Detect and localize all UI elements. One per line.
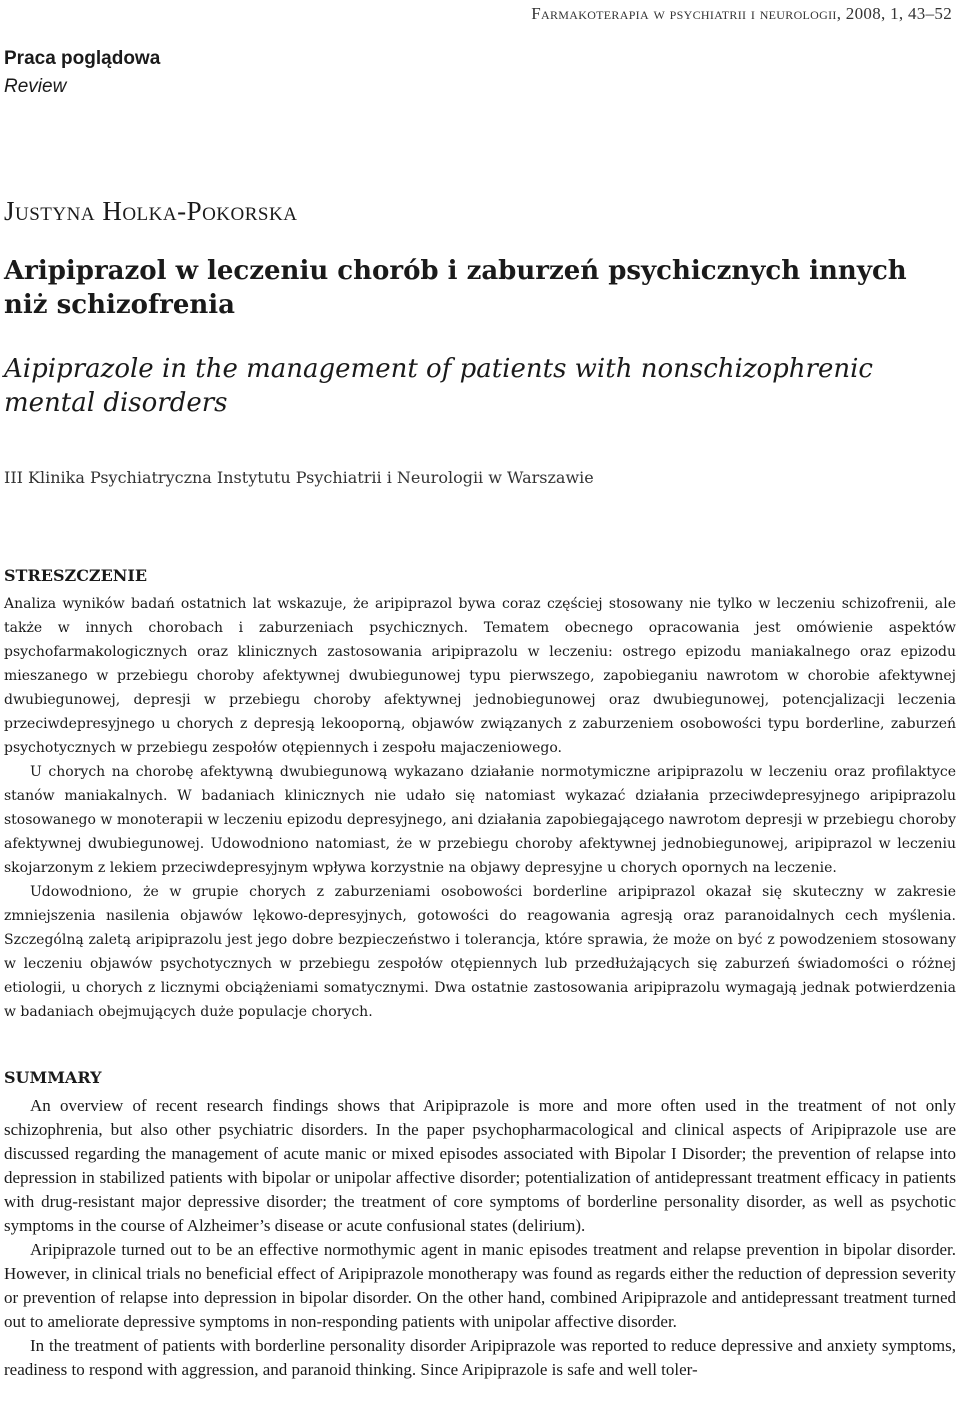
summary-paragraph: In the treatment of patients with borderline personality disorder Aripiprazole was reported to reduce depressive and anxiety symptoms, readiness to respond with aggression, and paranoid thinking. Since Aripiprazole is safe and well toler- <box>4 1336 956 1379</box>
journal-citation: Farmakoterapia w psychiatrii i neurologii, 2008, 1, 43–52 <box>531 4 952 23</box>
summary-paragraph: Aripiprazole turned out to be an effective normothymic agent in manic episodes treatment and relapse prevention in bipolar disorder. However, in clinical trials no beneficial effect of Aripiprazole monotherapy was found as regards either the reduction of depression severity or prevention of relapse into depression in bipolar disorder. On the other hand, combined Aripiprazole and antidepressant treatment turned out to ameliorate depressive symptoms in non-responding patients with unipolar affective disorder. <box>4 1240 956 1331</box>
article-title-en: Aipiprazole in the management of patients with nonschizophrenic mental disorders <box>4 354 873 418</box>
summary-section <box>4 1066 956 1382</box>
article-title-pl: Aripiprazol w leczeniu chorób i zaburzeń psychicznych innych niż schizofrenia <box>4 256 907 320</box>
streszczenie-section <box>4 564 956 1024</box>
streszczenie-paragraph: Udowodniono, że w grupie chorych z zaburzeniami osobowości borderline aripiprazol okazał się skuteczny w zakresie zmniejszenia nasilenia objawów lękowo-depresyjnych, gotowości do reagowania agresją oraz paranoidalnych cech myślenia. Szczególną zaletą aripiprazolu jest jego dobre bezpieczeństwo i tolerancja, które sprawia, że może on być z powodzeniem stosowany w leczeniu objawów psychotycznych w przebiegu zespołów otępiennych lub przedłużających się zaburzeń świadomości o różnej etiologii, u chorych z licznymi obciążeniami somatycznymi. Dwa ostatnie zastosowania aripiprazolu wymagają jednak potwierdzenia w badaniach obejmujących duże populacje chorych. <box>4 884 956 1020</box>
streszczenie-paragraph: Analiza wyników badań ostatnich lat wskazuje, że aripiprazol bywa coraz częściej stosowany nie tylko w leczeniu schizofrenii, ale także w innych chorobach i zaburzeniach psychicznych. Tematem obecnego opracowania jest omówienie aspektów psychofarmakologicznych oraz klinicznych zastosowania aripiprazolu w leczeniu: ostrego epizodu maniakalnego oraz epizodu mieszanego w przebiegu choroby afektywnej dwubiegunowej typu pierwszego, zapobieganiu nawrotom w chorobie afektywnej dwubiegunowej, depresji w przebiegu choroby afektywnej jednobiegunowej oraz dwubiegunowej, potencjalizacji leczenia przeciwdepresyjnego u chorych z depresją lekooporną, objawów związanych z zaburzeniem osobowości typu borderline, zaburzeń psychotycznych w przebiegu zespołów otępiennych i zespołu majaczeniowego. <box>4 596 956 756</box>
summary-paragraph: An overview of recent research findings shows that Aripiprazole is more and more often used in the treatment of not only schizophrenia, but also other psychiatric disorders. In the paper psychopharmacological and clinical aspects of Aripiprazole use are discussed regarding the management of acute manic or mixed episodes associated with Bipolar I Disorder; the prevention of relapse into depression in stabilized patients with bipolar or unipolar affective disorder; potentialization of antidepressant treatment efficacy in patients with drug-resistant major depressive disorder; the treatment of core symptoms of borderline personality disorder, as well as psychotic symptoms in the course of Alzheimer’s disease or acute confusional states (delirium). <box>4 1096 956 1235</box>
summary-heading: SUMMARY <box>4 1068 102 1087</box>
streszczenie-heading: STRESZCZENIE <box>4 566 148 585</box>
affiliation: III Klinika Psychiatryczna Instytutu Psychiatrii i Neurologii w Warszawie <box>4 468 594 487</box>
author-name: Justyna Holka-Pokorska <box>4 196 298 226</box>
article-type-en: Review <box>4 76 67 97</box>
streszczenie-paragraph: U chorych na chorobę afektywną dwubiegunową wykazano działanie normotymiczne aripiprazolu w leczeniu oraz profilaktyce stanów maniakalnych. W badaniach klinicznych nie udało się natomiast wykazać działania przeciwdepresyjnego aripiprazolu stosowanego w monoterapii w leczeniu epizodu depresyjnego, ani działania zapobiegającego nawrotom depresji w przebiegu choroby afektywnej dwubiegunowej. Udowodniono natomiast, że w przebiegu choroby afektywnej jednobiegunowej, aripiprazol w leczeniu skojarzonym z lekiem przeciwdepresyjnym wpływa korzystnie na objawy depresyjne u chorych opornych na leczenie. <box>4 764 956 876</box>
article-type-pl: Praca poglądowa <box>4 48 161 69</box>
